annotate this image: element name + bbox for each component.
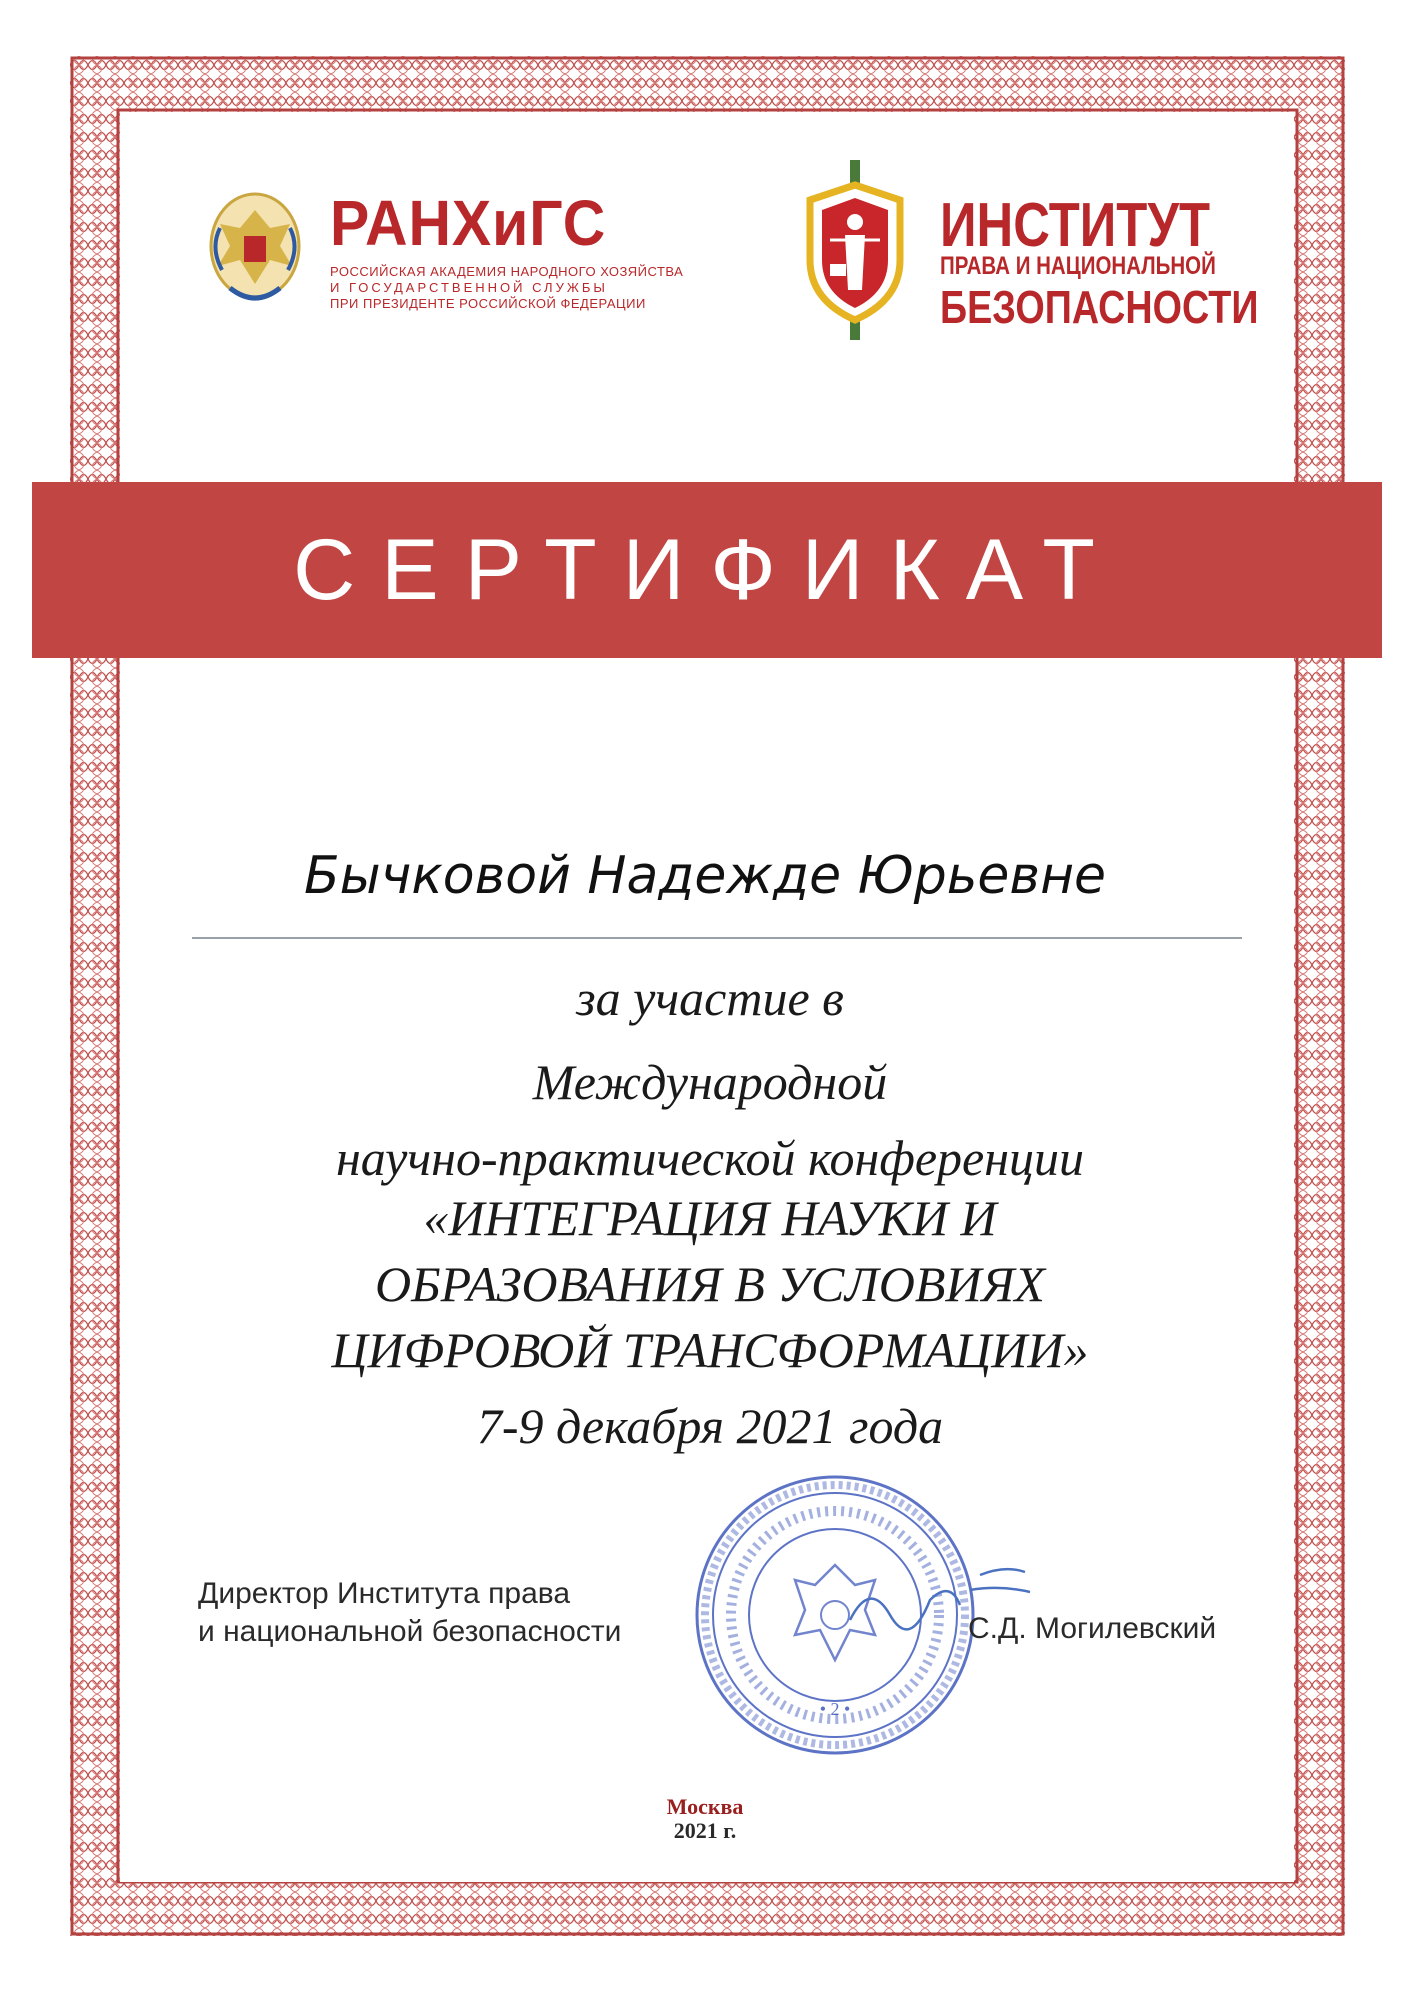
body-line-4: «ИНТЕГРАЦИЯ НАУКИ И xyxy=(423,1190,997,1246)
issue-city: Москва xyxy=(666,1794,744,1819)
issue-year: 2021 г. xyxy=(673,1818,737,1843)
signatory-position xyxy=(198,1575,621,1651)
title-banner xyxy=(32,482,1382,658)
institute-subtitle: ПРАВА И НАЦИОНАЛЬНОЙ xyxy=(940,252,1216,280)
recipient-name: Бычковой Надежде Юрьевне xyxy=(303,846,1107,906)
institute-title: ИНСТИТУТ xyxy=(940,191,1211,260)
signatory-name: С.Д. Могилевский xyxy=(968,1612,1217,1645)
body-line-3: научно-практической конференции xyxy=(335,1130,1085,1186)
event-dates: 7-9 декабря 2021 года xyxy=(476,1398,944,1454)
institute-logo xyxy=(800,160,1259,340)
shield-justice-icon xyxy=(800,160,910,340)
name-underline xyxy=(192,937,1242,939)
body-line-5: ОБРАЗОВАНИЯ В УСЛОВИЯХ xyxy=(375,1256,1045,1312)
signatory-position-line-1: Директор Института права xyxy=(198,1577,571,1610)
signatory-position-line-2: и национальной безопасности xyxy=(198,1615,622,1648)
svg-text:• 2 •: • 2 • xyxy=(819,1699,851,1719)
ranepa-title: РАНХиГС xyxy=(330,187,607,259)
institute-subtitle-2: БЕЗОПАСНОСТИ xyxy=(940,281,1259,333)
body-line-1: за участие в xyxy=(576,970,844,1026)
issue-place xyxy=(560,1795,850,1843)
ranepa-logo xyxy=(200,180,684,320)
ranepa-emblem-icon xyxy=(200,188,310,313)
ranepa-subtitle-line-1: РОССИЙСКАЯ АКАДЕМИЯ НАРОДНОГО ХОЗЯЙСТВА xyxy=(330,264,684,279)
body-line-6: ЦИФРОВОЙ ТРАНСФОРМАЦИИ» xyxy=(331,1322,1089,1378)
certificate-title: СЕРТИФИКАТ xyxy=(293,521,1121,618)
ranepa-subtitle-line-2: И ГОСУДАРСТВЕННОЙ СЛУЖБЫ xyxy=(330,280,608,295)
body-line-2: Международной xyxy=(532,1054,888,1110)
ranepa-subtitle-line-3: ПРИ ПРЕЗИДЕНТЕ РОССИЙСКОЙ ФЕДЕРАЦИИ xyxy=(330,296,646,311)
